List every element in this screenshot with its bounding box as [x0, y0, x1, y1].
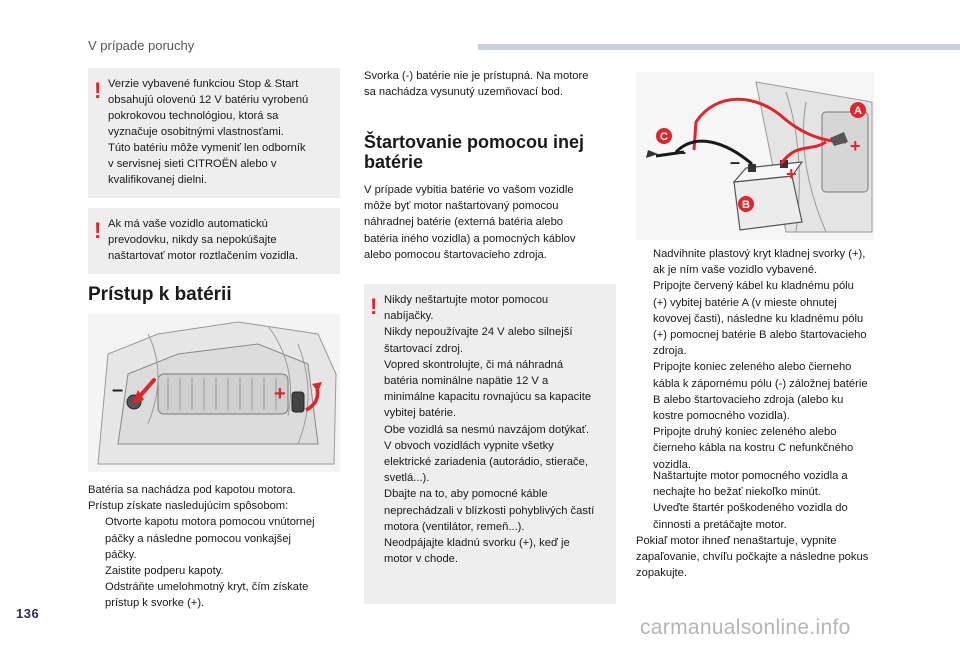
warning-icon: !	[94, 218, 102, 243]
text-line: V obvoch vozidlách vypnite všetky	[384, 439, 554, 452]
text-line: Naštartujte motor pomocného vozidla a	[653, 470, 848, 482]
text-line: zapaľovanie, chvíľu počkajte a následne pokus	[636, 551, 869, 564]
list-item	[636, 359, 890, 424]
text-line: Verzie vybavené funkciou Stop & Start	[108, 78, 299, 90]
text-line: prevodovku, nikdy sa nepokúšajte	[108, 234, 277, 246]
text-line: Obe vozidlá sa nesmú navzájom dotýkať.	[384, 423, 590, 436]
text-line: Neodpájajte kladnú svorku (+), keď je	[384, 537, 570, 550]
text-line: kovovej časti), následne ku kladnému pólu	[653, 312, 864, 325]
warning-text-automatic	[108, 216, 338, 264]
text-line: obsahujú olovenú 12 V batériu vyrobenú	[108, 94, 309, 106]
jump-start-intro	[364, 182, 614, 263]
text-line: minimálne kapacitu rovnajúcu sa kapacite	[384, 391, 592, 404]
text-line: Pripojte druhý koniec zeleného alebo	[653, 426, 837, 439]
text-line: Uveďte štartér poškodeného vozidla do	[653, 502, 848, 515]
page-number: 136	[16, 606, 40, 621]
list-item	[636, 278, 890, 359]
warning-icon: !	[94, 78, 102, 103]
label-c: C	[660, 131, 668, 143]
text-line: nabíjačky.	[384, 310, 434, 323]
heading-line: batérie	[364, 152, 424, 172]
list-item	[636, 246, 890, 278]
text-line: Batéria sa nachádza pod kapotou motora.	[88, 484, 296, 496]
text-line: batéria nominálne napätie 12 V a	[384, 375, 549, 388]
text-line: V prípade vybitia batérie vo vašom vozidle	[364, 184, 574, 196]
label-b: B	[742, 199, 750, 211]
list-item	[88, 514, 340, 563]
text-line: kostre pomocného vozidla).	[653, 410, 790, 423]
text-line: pokrokovou technológiou, ktorá sa	[108, 110, 279, 122]
text-line: páčky.	[105, 548, 137, 561]
jump-start-illustration	[636, 72, 874, 240]
text-line: motora (ventilátor, remeň...).	[384, 520, 525, 533]
text-line: Odstráňte umelohmotný kryt, čím získate	[105, 581, 309, 594]
svg-text:+: +	[786, 164, 797, 184]
text-line: ak je ním vaše vozidlo vybavené.	[653, 264, 818, 277]
svg-text:+: +	[274, 383, 286, 405]
access-text	[88, 482, 340, 612]
text-line: čierneho kábla na kostru C nefunkčného	[653, 442, 854, 455]
list-item	[636, 424, 890, 473]
text-line: Svorka (-) batérie nie je prístupná. Na motore	[364, 70, 589, 82]
text-line: (+) pomocnej batérie B alebo štartovacieho	[653, 329, 867, 342]
jump-start-steps	[636, 246, 890, 473]
text-line: Zaistite podperu kapoty.	[105, 565, 224, 578]
warning-icon: !	[370, 294, 378, 319]
text-line: B alebo štartovacieho zdroja (alebo ku	[653, 393, 844, 406]
text-line: Nadvihnite plastový kryt kladnej svorky (+),	[653, 248, 866, 260]
text-line: Otvorte kapotu motora pomocou vnútornej	[105, 516, 315, 529]
list-item	[636, 468, 896, 500]
text-line: štartovací zdroj.	[384, 342, 463, 355]
text-line: neprechádzali v blízkosti pohyblivých častí	[384, 504, 595, 517]
text-line: môže byť motor naštartovaný pomocou	[364, 200, 559, 213]
watermark: carmanualsonline.info	[640, 616, 851, 639]
svg-text:–: –	[676, 142, 687, 162]
text-line: prístup k svorke (+).	[105, 597, 205, 610]
text-line: kábla k zápornému pólu (-) záložnej batérie	[653, 377, 868, 390]
text-line: zdroja.	[653, 345, 687, 358]
list-item	[88, 579, 340, 611]
text-line: motor v chode.	[384, 553, 458, 566]
text-line: sa nachádza vysunutý uzemňovací bod.	[364, 86, 564, 99]
svg-text:–: –	[730, 152, 741, 172]
text-line: (+) vybitej batérie A (v mieste ohnutej	[653, 296, 837, 309]
text-line: vozidla.	[653, 458, 691, 471]
list-item	[636, 500, 896, 532]
text-line: Pripojte koniec zeleného alebo čierneho	[653, 361, 852, 374]
text-line: alebo pomocou štartovacieho zdroja.	[364, 248, 547, 261]
text-line: Pokiaľ motor ihneď nenaštartuje, vypnite	[636, 534, 837, 547]
text-line: batéria iného vozidla) a pomocných káblov	[364, 232, 576, 245]
text-line: Ak má vaše vozidlo automatickú	[108, 218, 268, 230]
text-line: páčky a následne pomocou vonkajšej	[105, 532, 291, 545]
warning-text-jump-start	[384, 292, 614, 567]
section-heading-jump-start	[364, 132, 584, 172]
ground-point-text	[364, 68, 614, 100]
text-line: činnosti a pretáčajte motor.	[653, 518, 787, 531]
svg-text:+: +	[850, 136, 861, 156]
text-line: Nikdy neštartujte motor pomocou	[384, 294, 549, 306]
text-line: nechajte ho bežať niekoľko minút.	[653, 486, 821, 499]
text-line: Prístup získate nasledujúcim spôsobom:	[88, 500, 289, 513]
text-line: v servisnej sieti CITROËN alebo v	[108, 158, 277, 170]
text-line: Vopred skontrolujte, či má náhradná	[384, 358, 564, 371]
engine-bay-illustration	[88, 314, 340, 472]
text-line: svetlá...).	[384, 472, 430, 485]
text-line: Nikdy nepoužívajte 24 V alebo silnejší	[384, 326, 573, 339]
page-section-title: V prípade poruchy	[88, 38, 195, 53]
header-rule	[478, 44, 960, 50]
text-line: zopakujte.	[636, 567, 687, 580]
text-line: Pripojte červený kábel ku kladnému pólu	[653, 280, 854, 293]
text-line: kvalifikovanej dielni.	[108, 174, 207, 186]
section-heading-access: Prístup k batérii	[88, 284, 232, 305]
text-line: Túto batériu môže vymeniť len odborník	[108, 142, 306, 154]
list-item	[88, 563, 340, 579]
svg-text:–: –	[112, 379, 124, 401]
text-line: elektrické zariadenia (autorádio, stierače,	[384, 456, 588, 469]
text-line: náhradnej batérie (externá batéria alebo	[364, 216, 564, 229]
jump-start-final-steps	[636, 468, 896, 581]
text-line: Dbajte na to, aby pomocné káble	[384, 488, 548, 501]
heading-line: Štartovanie pomocou inej	[364, 132, 585, 152]
label-a: A	[854, 105, 862, 117]
text-line: vybitej batérie.	[384, 407, 457, 420]
text-line: naštartovať motor roztlačením vozidla.	[108, 250, 299, 262]
warning-text-stop-start	[108, 76, 338, 188]
text-line: vyznačuje osobitnými vlastnosťami.	[108, 126, 284, 138]
